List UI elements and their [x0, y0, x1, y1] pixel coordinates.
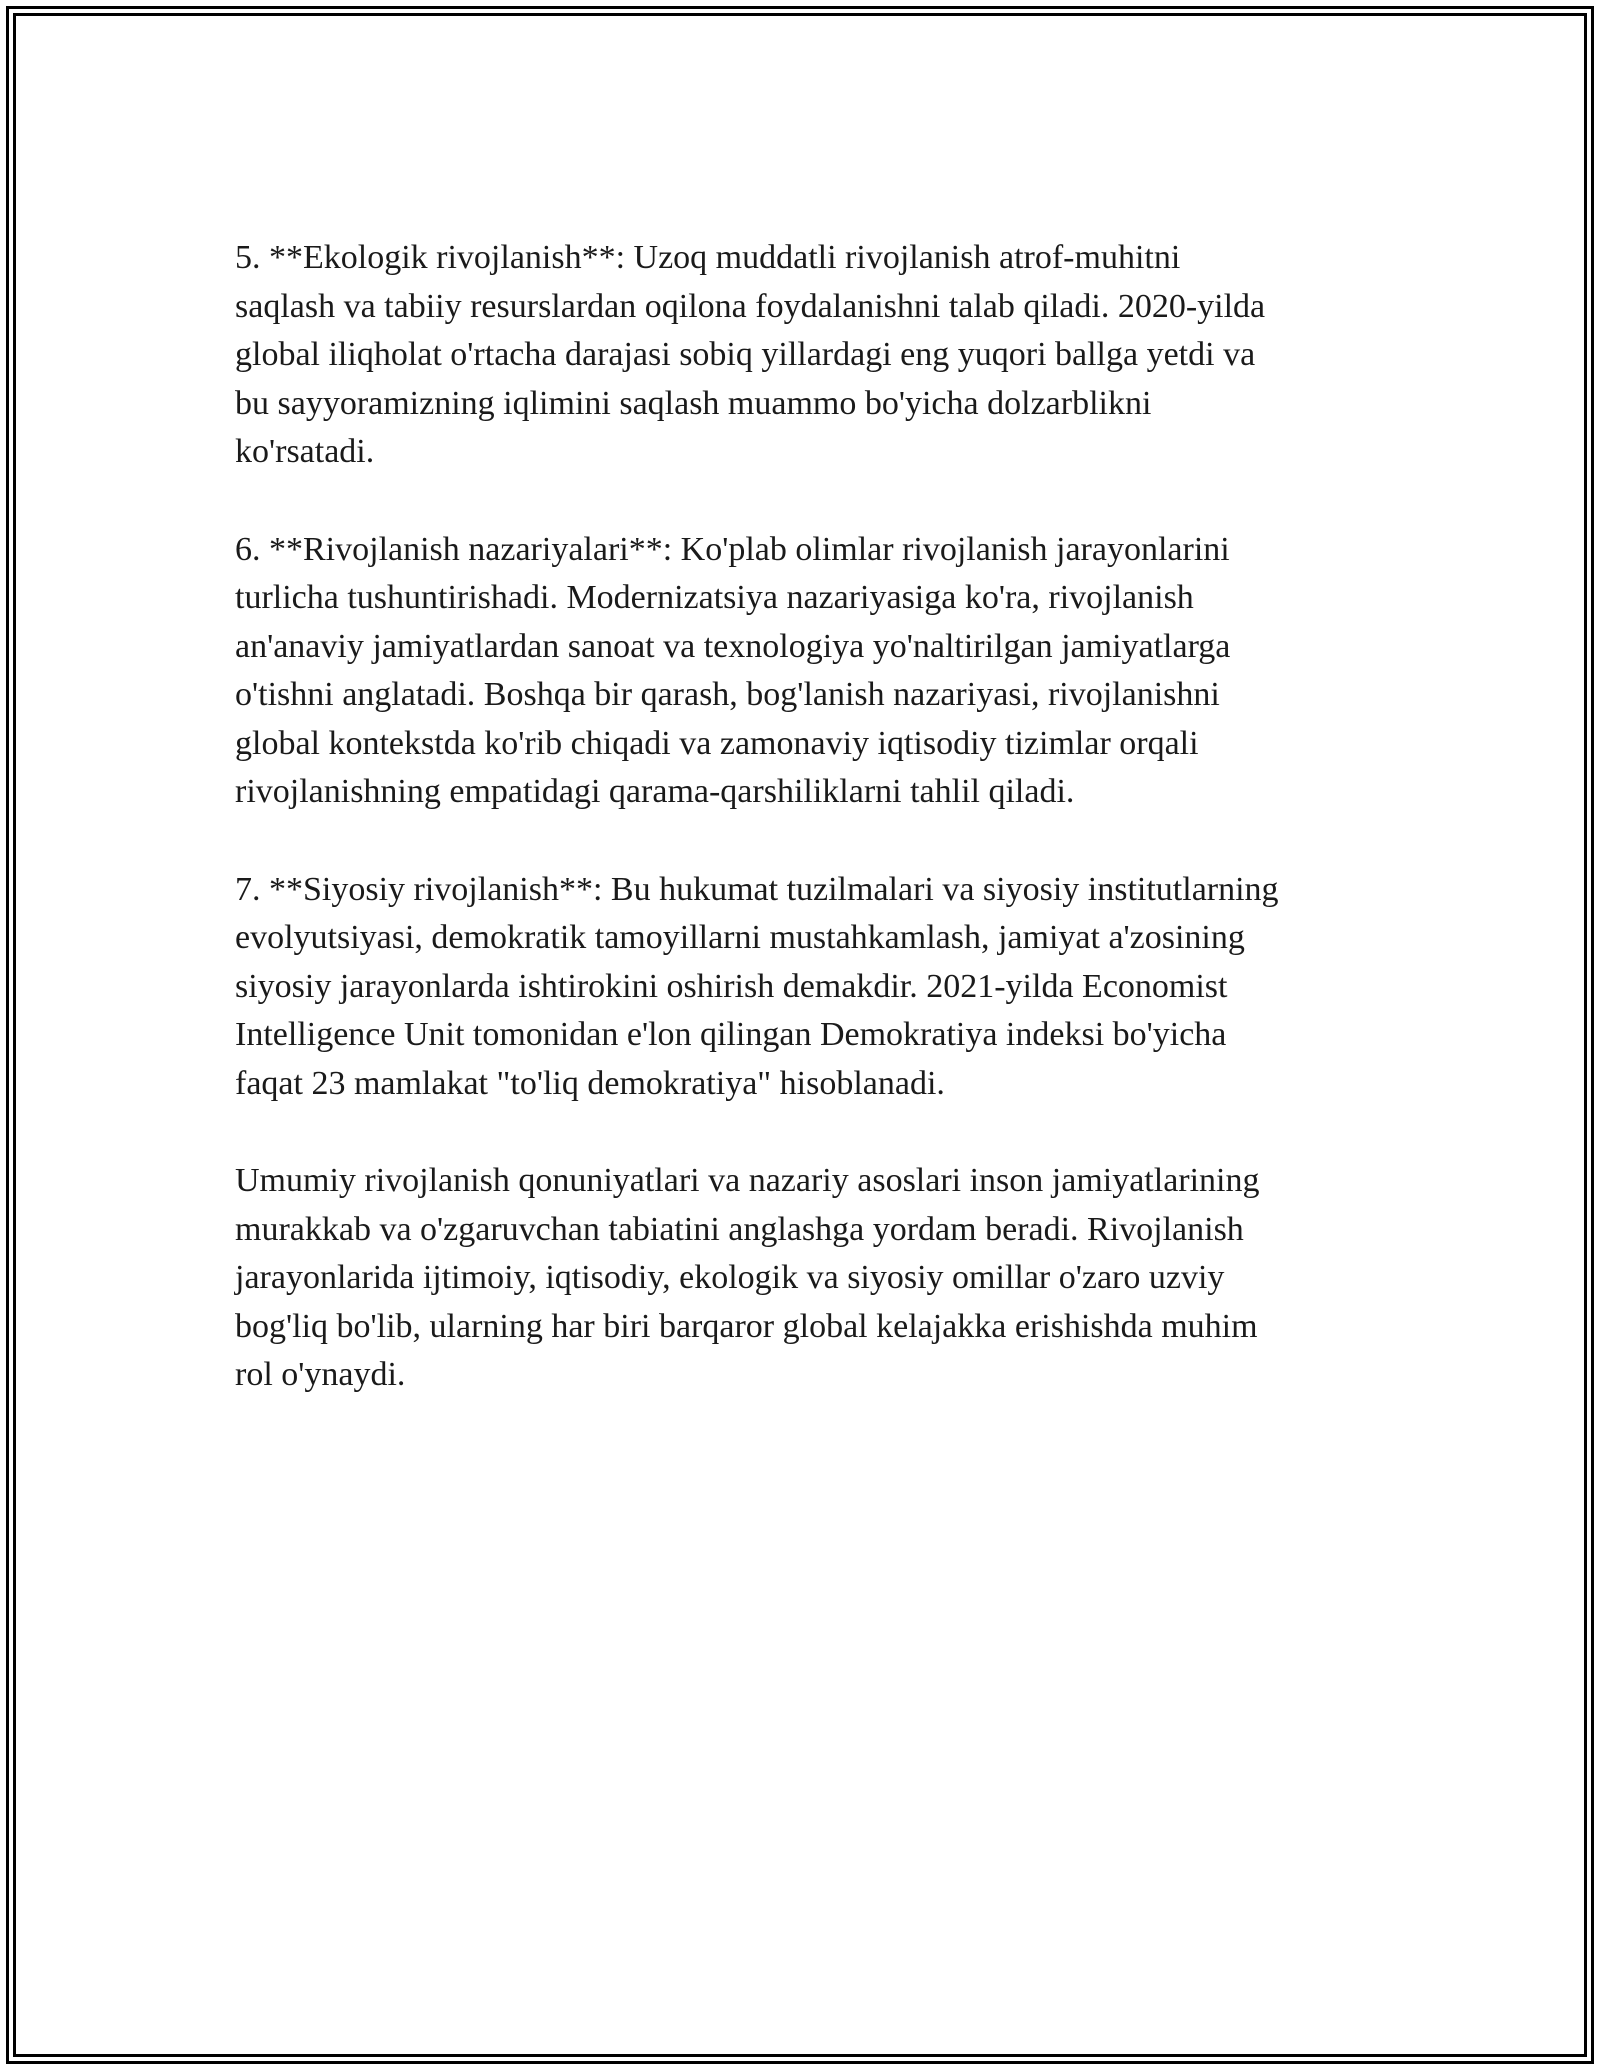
text-line: 5. **Ekologik rivojlanish**: Uzoq muddatli rivojlanish atrof-muhitni	[235, 239, 1181, 276]
text-line: faqat 23 mamlakat "to'liq demokratiya" hisoblanadi.	[235, 1064, 945, 1102]
document-body	[235, 234, 1370, 1449]
text-line: evolyutsiyasi, demokratik tamoyillarni mustahkamlash, jamiyat a'zosining	[235, 919, 1245, 956]
text-line: 7. **Siyosiy rivojlanish**: Bu hukumat tuzilmalari va siyosiy institutlarning	[235, 870, 1279, 908]
text-line: saqlash va tabiiy resurslardan oqilona foydalanishni talab qiladi. 2020-yilda	[235, 287, 1266, 325]
text-line: bu sayyoramizning iqlimini saqlash muammo bo'yicha dolzarblikni	[235, 384, 1152, 422]
text-line: murakkab va o'zgaruvchan tabiatini anglashga yordam beradi. Rivojlanish	[235, 1210, 1244, 1248]
text-line: 6. **Rivojlanish nazariyalari**: Ko'plab olimlar rivojlanish jarayonlarini	[235, 530, 1230, 568]
text-line: bog'liq bo'lib, ularning har biri barqaror global kelajakka erishishda muhim	[235, 1307, 1258, 1345]
text-line: ko'rsatadi.	[235, 433, 375, 470]
text-line: an'anaviy jamiyatlardan sanoat va texnologiya yo'naltirilgan jamiyatlarga	[235, 627, 1231, 665]
text-line: Intelligence Unit tomonidan e'lon qilingan Demokratiya indeksi bo'yicha	[235, 1016, 1227, 1053]
text-line: Umumiy rivojlanish qonuniyatlari va nazariy asoslari inson jamiyatlarining	[235, 1162, 1260, 1199]
text-line: global kontekstda ko'rib chiqadi va zamonaviy iqtisodiy tizimlar orqali	[235, 724, 1199, 762]
text-line: rol o'ynaydi.	[235, 1356, 406, 1393]
paragraph-conclusion	[235, 1157, 1370, 1400]
text-line: global iliqholat o'rtacha darajasi sobiq yillardagi eng yuqori ballga yetdi va	[235, 336, 1256, 373]
paragraph-political-development	[235, 866, 1370, 1109]
text-line: siyosiy jarayonlarda ishtirokini oshirish demakdir. 2021-yilda Economist	[235, 967, 1228, 1005]
text-line: jarayonlarida ijtimoiy, iqtisodiy, ekologik va siyosiy omillar o'zaro uzviy	[235, 1259, 1225, 1296]
text-line: o'tishni anglatadi. Boshqa bir qarash, bog'lanish nazariyasi, rivojlanishni	[235, 676, 1220, 713]
text-line: rivojlanishning empatidagi qarama-qarshiliklarni tahlil qiladi.	[235, 773, 1075, 810]
paragraph-ecological-development	[235, 234, 1370, 477]
paragraph-development-theories	[235, 526, 1370, 817]
text-line: turlicha tushuntirishadi. Modernizatsiya nazariyasiga ko'ra, rivojlanish	[235, 579, 1194, 616]
